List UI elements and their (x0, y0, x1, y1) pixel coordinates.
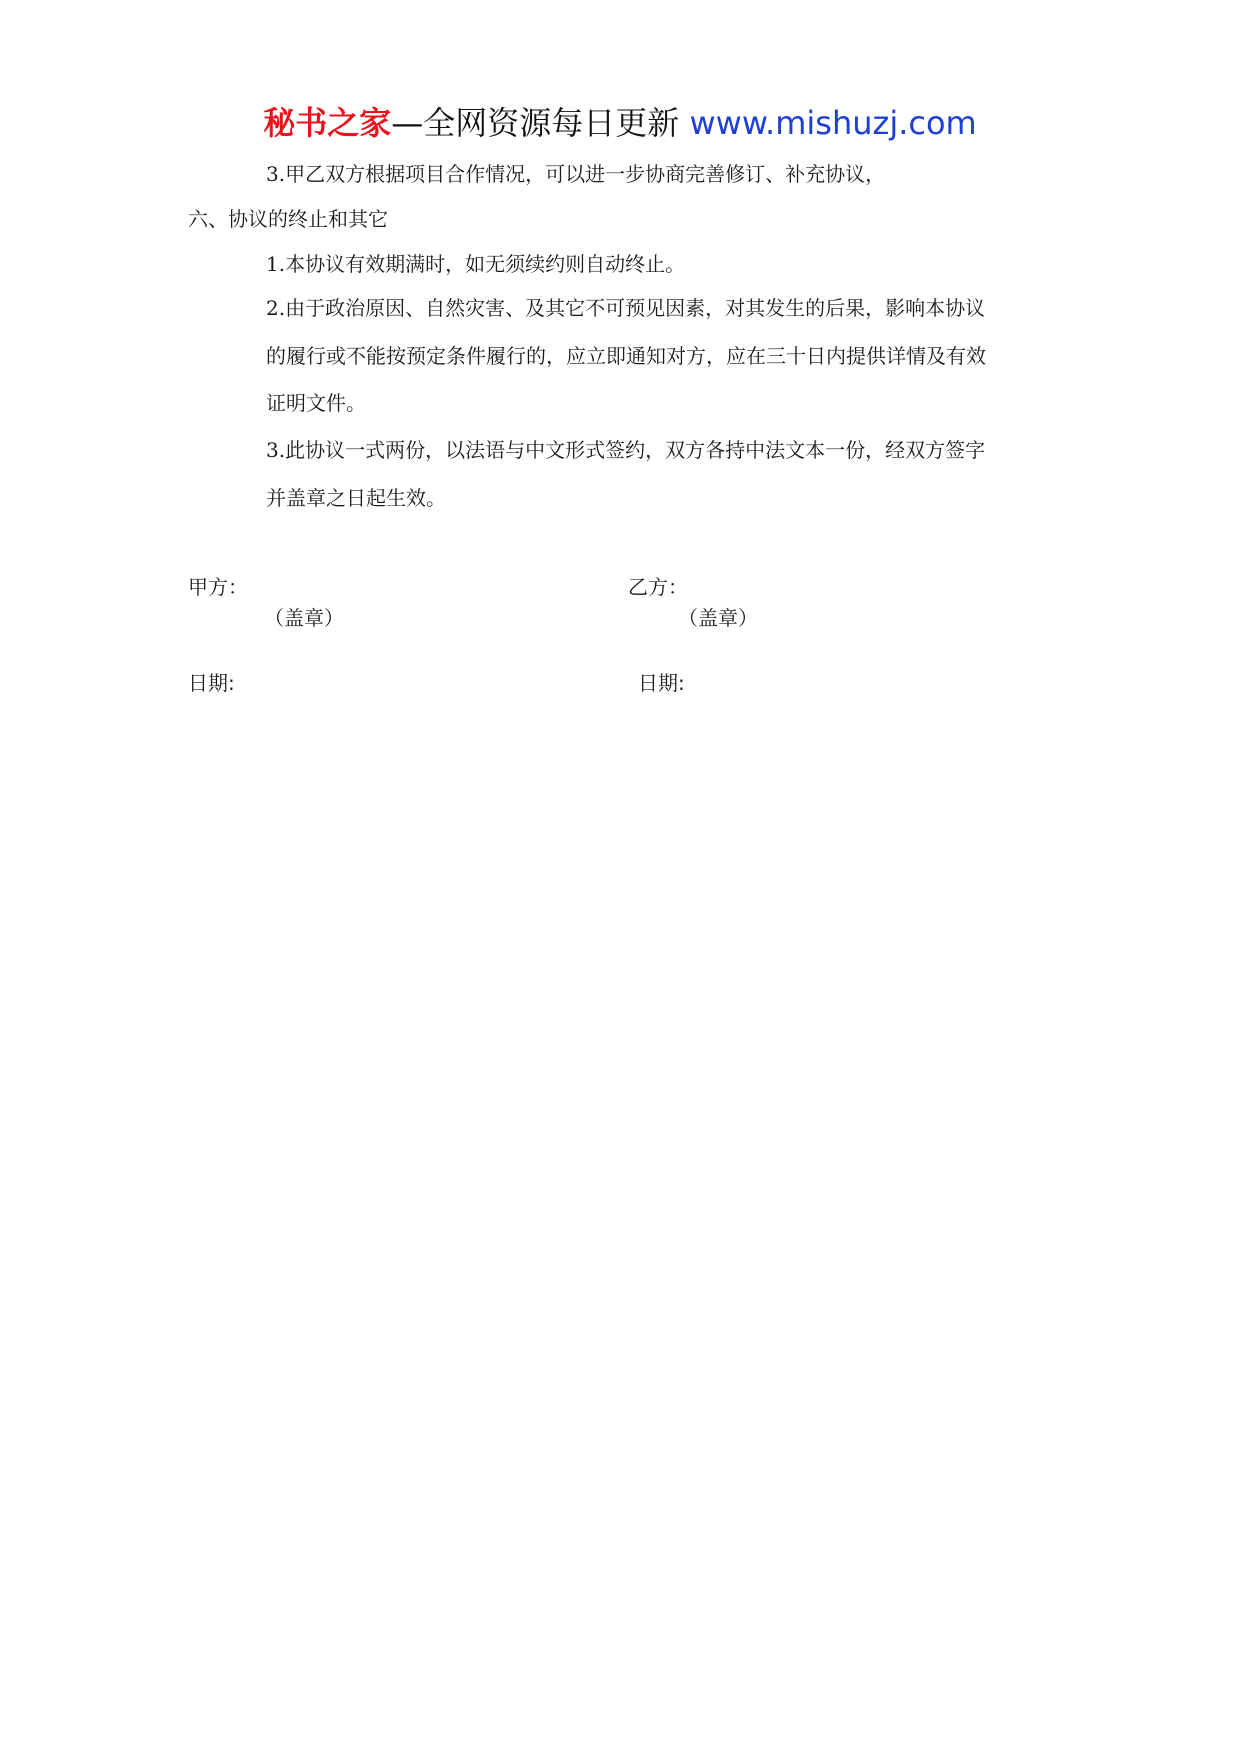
clause-6-3-line-2: 并盖章之日起生效。 (266, 486, 446, 510)
clause-6-3-line-1: 3.此协议一式两份，以法语与中文形式签约，双方各持中法文本一份，经双方签字 (266, 438, 986, 462)
page-header (0, 100, 1240, 146)
clause-6-2-line-2: 的履行或不能按预定条件履行的，应立即通知对方，应在三十日内提供详情及有效 (266, 344, 986, 368)
clause-5-3: 3.甲乙双方根据项目合作情况，可以进一步协商完善修订、补充协议， (266, 162, 886, 186)
party-a-seal-placeholder: （盖章） (264, 606, 344, 630)
brand-url-link[interactable]: www.mishuzj.com (689, 104, 977, 142)
party-a-label: 甲方： (188, 575, 248, 599)
brand-slogan: —全网资源每日更新 (391, 104, 690, 142)
brand-name: 秘书之家 (263, 104, 392, 142)
party-b-label: 乙方： (628, 575, 688, 599)
party-b-date-label: 日期: (638, 671, 685, 695)
clause-6-1: 1.本协议有效期满时，如无须续约则自动终止。 (266, 252, 686, 276)
party-b-seal-placeholder: （盖章） (678, 606, 758, 630)
clause-6-2-line-3: 证明文件。 (266, 391, 366, 415)
clause-6-2-line-1: 2.由于政治原因、自然灾害、及其它不可预见因素，对其发生的后果，影响本协议 (266, 296, 986, 320)
party-a-date-label: 日期: (188, 671, 235, 695)
section-6-heading: 六、协议的终止和其它 (188, 207, 388, 231)
